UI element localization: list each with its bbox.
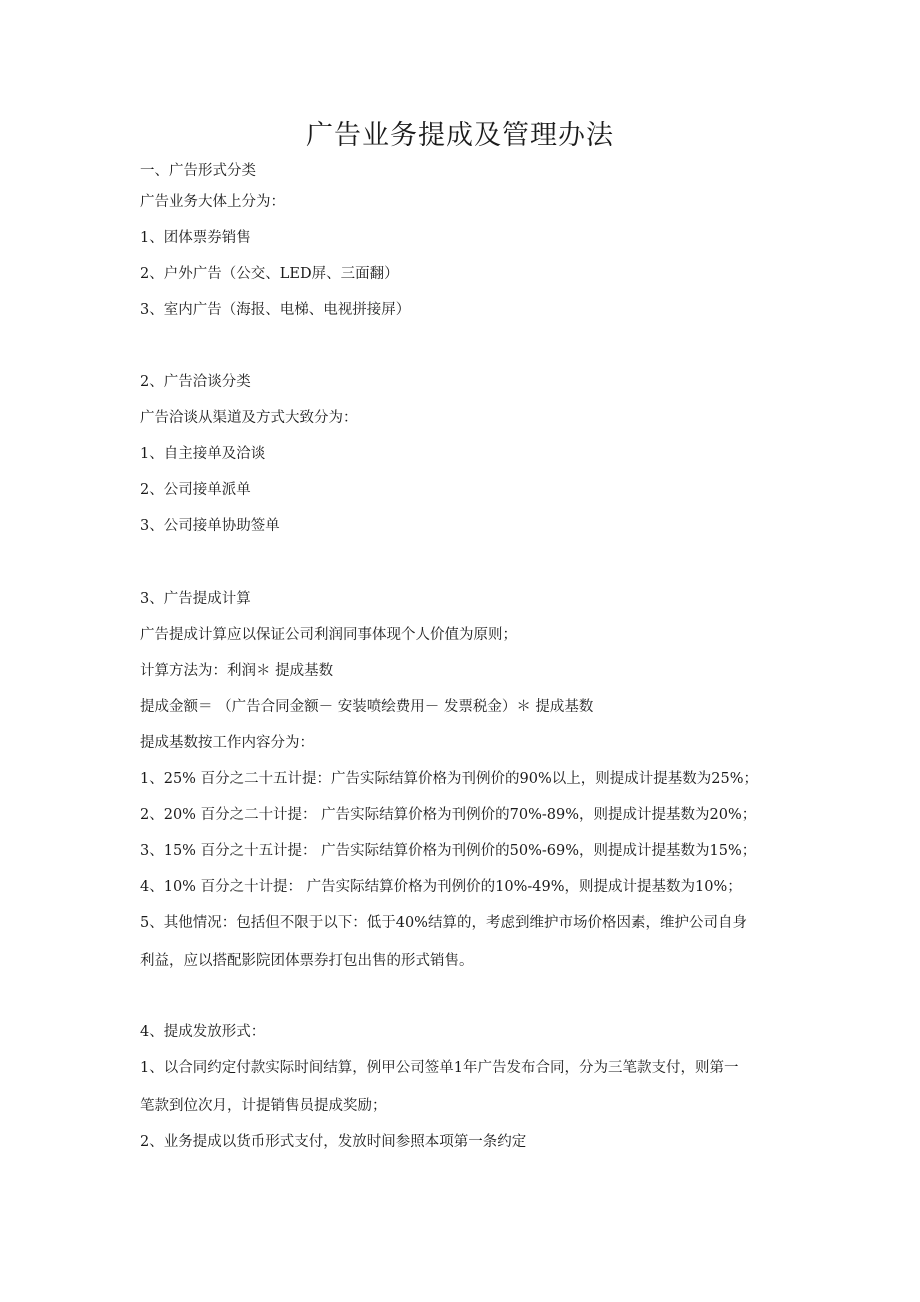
section4-item1-line1: 1、以合同约定付款实际时间结算，例甲公司签单1年广告发布合同，分为三笔款支付，则第一 bbox=[140, 1060, 739, 1076]
section3-item: 4、10% 百分之十计提： 广告实际结算价格为刊例价的10%-49%，则提成计提基数为10%； bbox=[140, 879, 742, 895]
section3-heading: 3、广告提成计算 bbox=[140, 591, 251, 607]
section2-intro: 广告洽谈从渠道及方式大致分为： bbox=[140, 410, 358, 426]
section3-formula: 提成金额＝ （广告合同金额－ 安装喷绘费用－ 发票税金）＊ 提成基数 bbox=[140, 699, 594, 715]
section1-intro: 广告业务大体上分为： bbox=[140, 194, 285, 210]
section2-item: 2、公司接单派单 bbox=[140, 482, 251, 498]
section3-other-line2: 利益，应以搭配影院团体票券打包出售的形式销售。 bbox=[140, 953, 474, 969]
section3-principle: 广告提成计算应以保证公司利润同事体现个人价值为原则； bbox=[140, 627, 517, 643]
section4-item1-line2: 笔款到位次月，计提销售员提成奖励； bbox=[140, 1098, 387, 1114]
section1-item: 2、户外广告（公交、LED屏、三面翻） bbox=[140, 266, 399, 282]
section3-item: 1、25% 百分之二十五计提：广告实际结算价格为刊例价的90%以上，则提成计提基数为25%； bbox=[140, 771, 759, 787]
section2-item: 1、自主接单及洽谈 bbox=[140, 446, 266, 462]
section3-item: 3、15% 百分之十五计提： 广告实际结算价格为刊例价的50%-69%，则提成计提基数为15%； bbox=[140, 843, 757, 859]
section1-heading: 一、广告形式分类 bbox=[140, 163, 256, 179]
section3-other-line1: 5、其他情况：包括但不限于以下：低于40%结算的，考虑到维护市场价格因素，维护公司自身 bbox=[140, 915, 747, 931]
section1-item: 1、团体票券销售 bbox=[140, 230, 251, 246]
section1-item: 3、室内广告（海报、电梯、电视拼接屏） bbox=[140, 302, 411, 318]
section4-item2: 2、业务提成以货币形式支付，发放时间参照本项第一条约定 bbox=[140, 1134, 527, 1150]
document-title: 广告业务提成及管理办法 bbox=[306, 120, 614, 151]
section3-item: 2、20% 百分之二十计提： 广告实际结算价格为刊例价的70%-89%，则提成计提基数为20%； bbox=[140, 807, 757, 823]
section2-heading: 2、广告洽谈分类 bbox=[140, 374, 251, 390]
section2-item: 3、公司接单协助签单 bbox=[140, 518, 280, 534]
section3-method: 计算方法为：利润＊ 提成基数 bbox=[140, 663, 334, 679]
section4-heading: 4、提成发放形式： bbox=[140, 1024, 266, 1040]
section3-basis-intro: 提成基数按工作内容分为： bbox=[140, 735, 314, 751]
